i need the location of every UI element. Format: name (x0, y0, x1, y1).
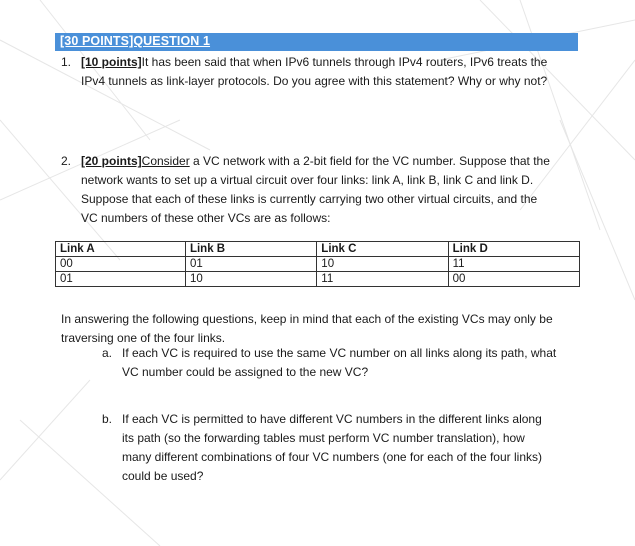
question-1 (61, 53, 581, 93)
question-2-line: VC numbers of these other VCs are as follows: (81, 211, 331, 225)
sub-question-b-line: its path (so the forwarding tables must perform VC number translation), how (122, 431, 525, 445)
table-header-cell: Link D (448, 242, 579, 257)
sub-question-b (102, 410, 592, 490)
sub-question-a-label: a. (102, 346, 113, 360)
table-cell: 00 (448, 272, 579, 287)
note-paragraph (61, 310, 601, 348)
sub-question-b-line: If each VC is permitted to have different VC numbers in the different links along (122, 412, 542, 426)
table-row (56, 257, 580, 272)
table-cell: 01 (56, 272, 186, 287)
question-2-line: network wants to set up a virtual circuit over four links: link A, link B, link C and link D. (81, 173, 534, 187)
sub-question-a (102, 344, 592, 384)
table-cell: 01 (185, 257, 316, 272)
sub-question-a-line: If each VC is required to use the same VC number on all links along its path, what (122, 346, 557, 360)
table-header-row (56, 242, 580, 257)
question-1-line: It has been said that when IPv6 tunnels through IPv4 routers, IPv6 treats the (141, 55, 548, 69)
sub-question-b-line: many different combinations of four VC numbers (one for each of the four links) (122, 450, 542, 464)
table-cell: 10 (185, 272, 316, 287)
sub-question-b-body (122, 410, 542, 486)
table-row (56, 272, 580, 287)
table-header-cell: Link C (317, 242, 448, 257)
table-cell: 11 (448, 257, 579, 272)
question-2-body (81, 152, 550, 228)
sub-question-a-line: VC number could be assigned to the new VC? (122, 365, 369, 379)
note-line: In answering the following questions, keep in mind that each of the existing VCs may only be (61, 312, 553, 326)
question-2-line: Suppose that each of these links is currently carrying two other virtual circuits, and the (81, 192, 538, 206)
sub-question-b-line: could be used? (122, 469, 204, 483)
table-cell: 00 (56, 257, 186, 272)
question-header-bar (55, 33, 578, 51)
table-cell: 10 (317, 257, 448, 272)
question-2-line: a VC network with a 2-bit field for the VC number. Suppose that the (189, 154, 550, 168)
question-1-line: IPv4 tunnels as link-layer protocols. Do you agree with this statement? Why or why not? (81, 74, 548, 88)
question-2-points: [20 points] (81, 154, 142, 168)
question-1-points: [10 points] (81, 55, 142, 69)
table-header-cell: Link A (56, 242, 186, 257)
question-2-number: 2. (61, 154, 72, 168)
note-line: traversing one of the four links. (61, 331, 226, 345)
question-title: [30 POINTS]QUESTION 1 (60, 34, 211, 48)
table-header-cell: Link B (185, 242, 316, 257)
vc-number-table (55, 241, 580, 287)
table-cell: 11 (317, 272, 448, 287)
sub-question-a-body (122, 344, 556, 382)
sub-question-b-label: b. (102, 412, 113, 426)
question-1-body (81, 53, 547, 91)
question-2-keyword: Consider (141, 154, 190, 168)
question-1-number: 1. (61, 55, 72, 69)
question-2 (61, 152, 581, 232)
